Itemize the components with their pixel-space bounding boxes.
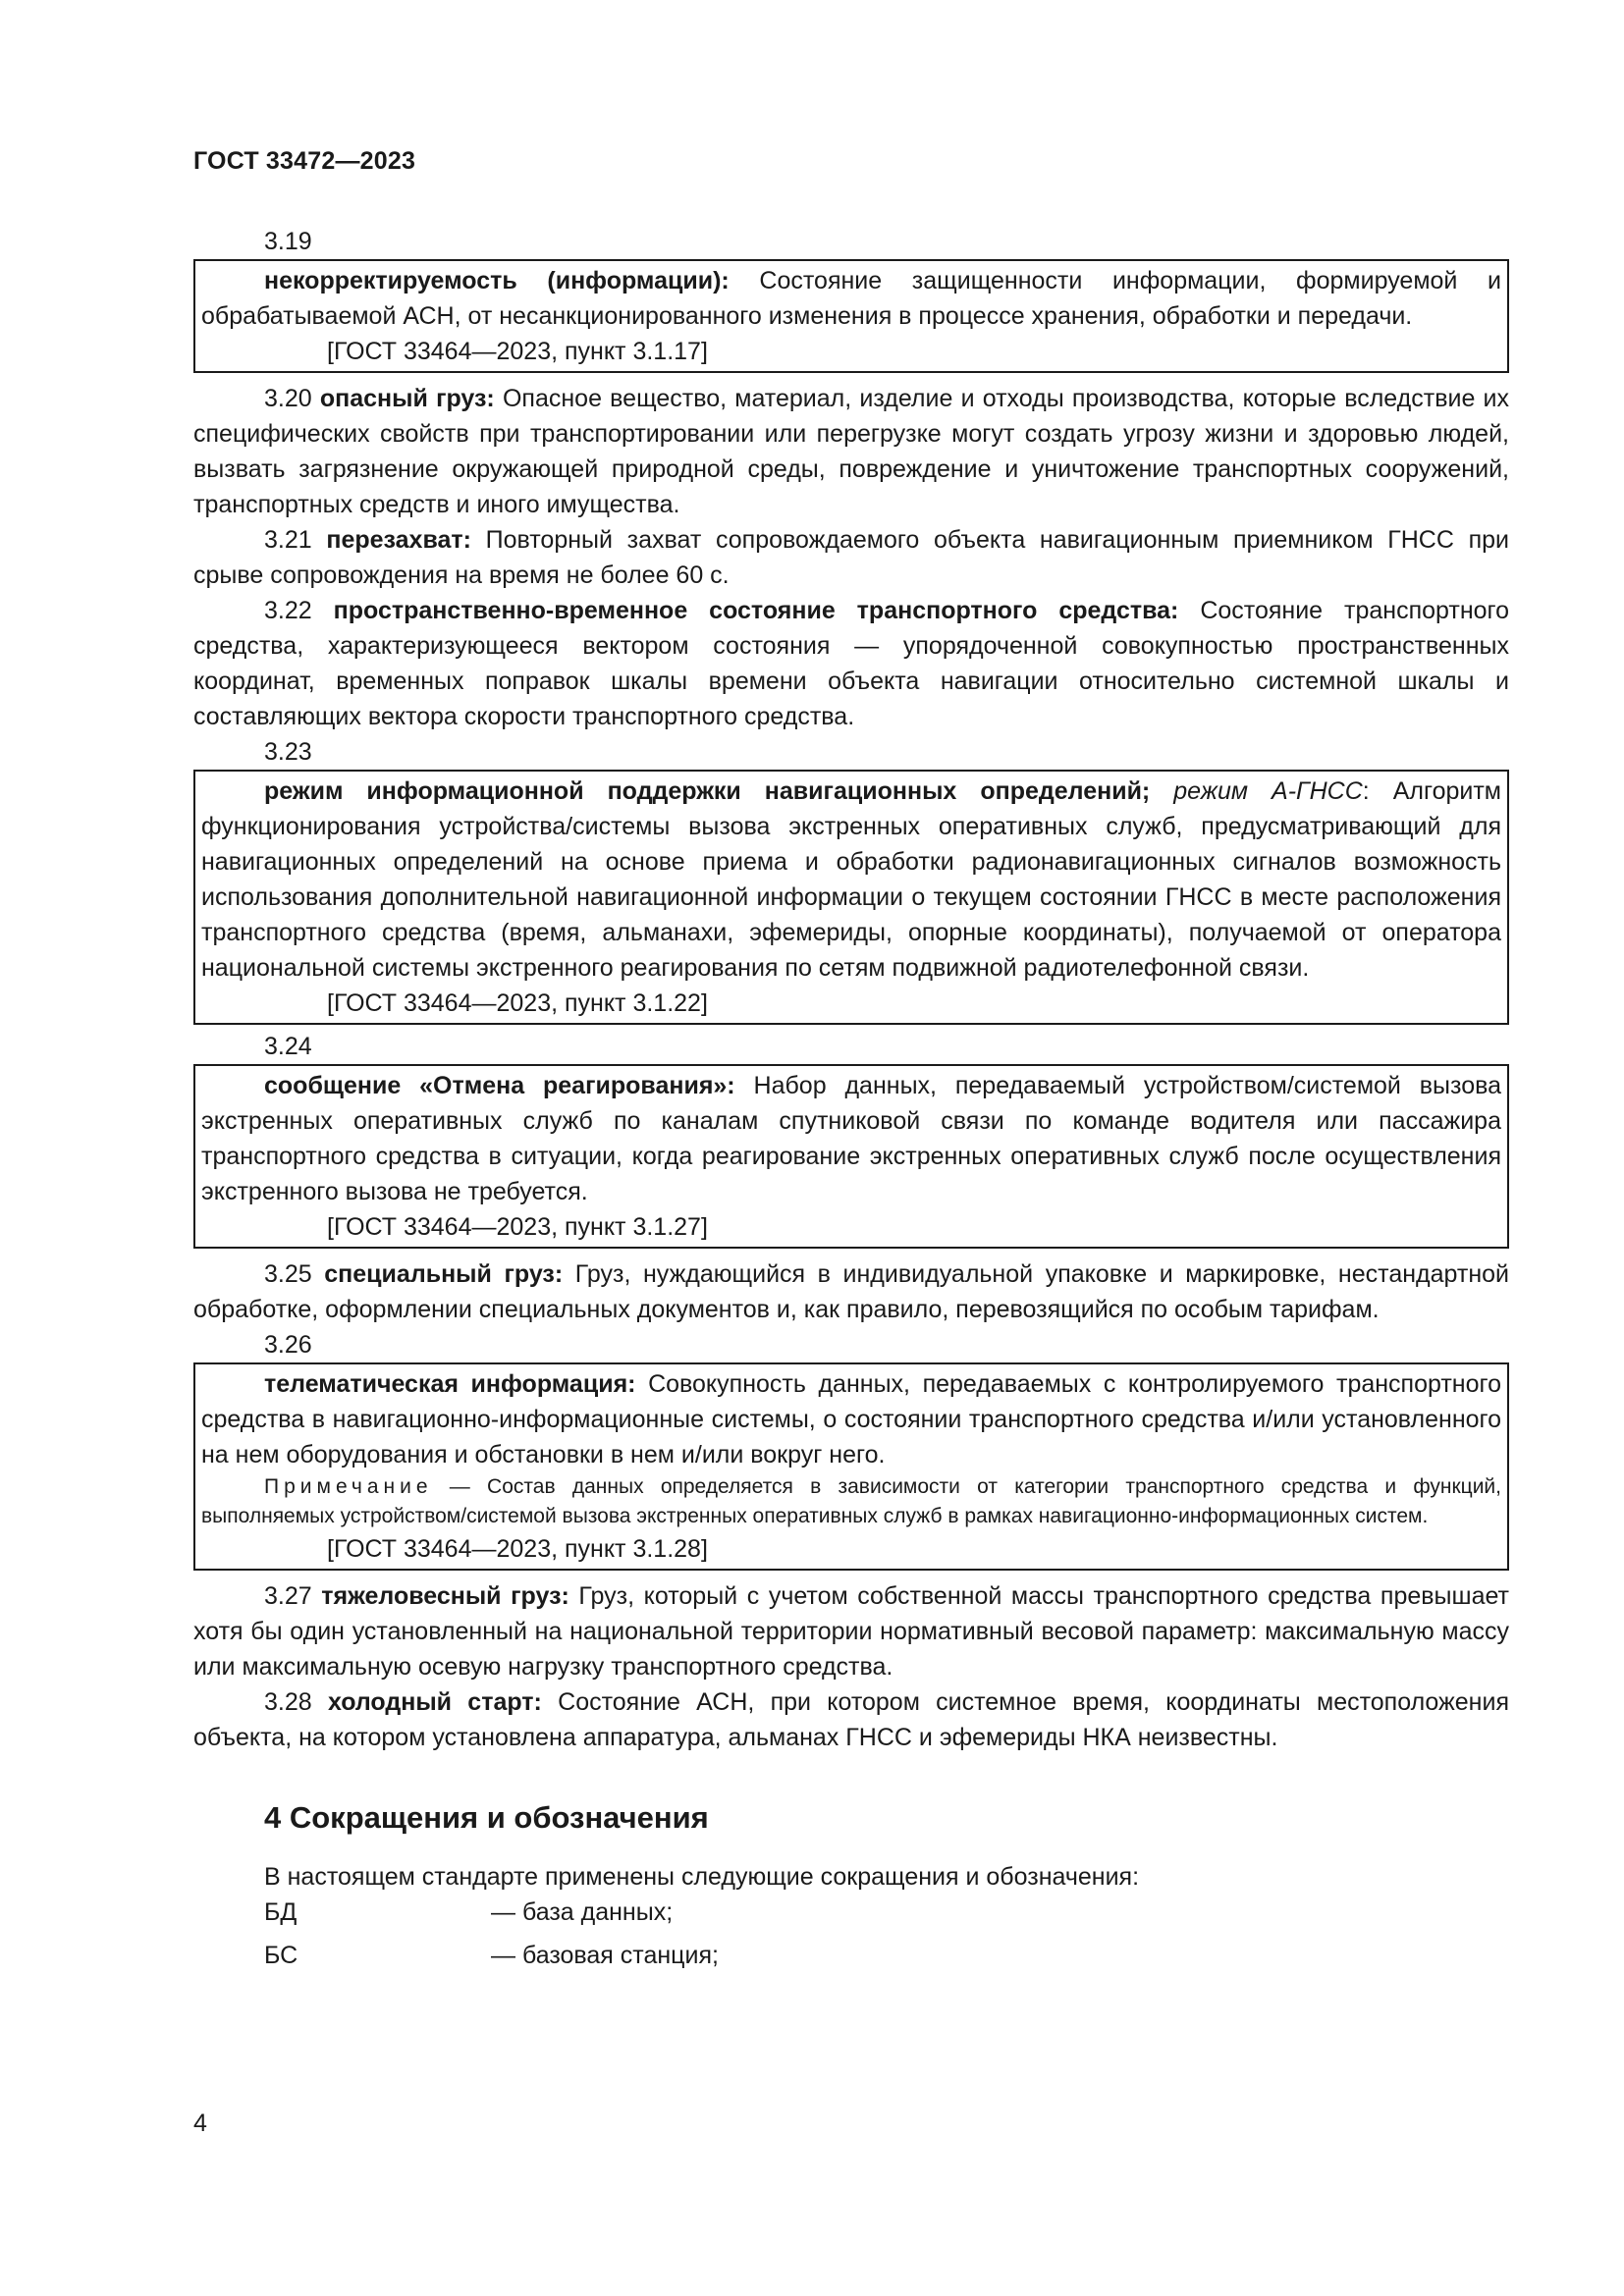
term-number: 3.27	[264, 1582, 312, 1610]
source-reference: [ГОСТ 33464—2023, пункт 3.1.17]	[327, 338, 708, 365]
term-paragraph	[193, 1256, 1509, 1327]
abbreviation-term: БС	[264, 1942, 298, 1969]
term-name: телематическая информация:	[264, 1370, 636, 1398]
abbreviation-row	[193, 1938, 1509, 1973]
source-reference: [ГОСТ 33464—2023, пункт 3.1.22]	[327, 989, 708, 1017]
definition-box	[193, 1362, 1509, 1571]
term-paragraph	[193, 1578, 1509, 1684]
term-text: Груз, который с учетом собственной массы транспортного средства превышает хотя бы один установленный на национальной территории нормативный весовой параметр: максимальную массу или максимальную осевую нагрузку транспортного средства.	[193, 1582, 1509, 1681]
abbreviation-term: БД	[264, 1898, 298, 1926]
term-name: сообщение «Отмена реагирования»:	[264, 1072, 735, 1099]
term-definition	[201, 1068, 1501, 1209]
definition-box	[193, 770, 1509, 1025]
term-definition	[201, 1366, 1501, 1472]
section-title: 4 Сокращения и обозначения	[264, 1800, 709, 1835]
term-paragraph	[193, 381, 1509, 522]
definition-box	[193, 1064, 1509, 1249]
term-name: пространственно-временное состояние транспортного средства:	[333, 597, 1179, 624]
term-number: 3.20	[264, 385, 312, 412]
term-text: Набор данных, передаваемый устройством/системой вызова экстренных оперативных служб по каналам спутниковой связи по команде водителя или пассажира транспортного средства в ситуации, когда реагирование экстренных оперативных служб после осуществления экстренного вызова не требуется.	[201, 1072, 1501, 1205]
note-text: — Состав данных определяется в зависимости от категории транспортного средства и функций, выполняемых устройством/системой вызова экстренных оперативных служб в рамках навигационно-информационных систем.	[201, 1475, 1501, 1527]
term-definition	[201, 774, 1501, 986]
term-text: Состояние транспортного средства, характеризующееся вектором состояния — упорядоченной совокупностью пространственных координат, временных поправок шкалы времени объекта навигации относительно системной шкалы и составляющих вектора скорости транспортного средства.	[193, 597, 1509, 730]
term-definition	[201, 263, 1501, 334]
term-text: Груз, нуждающийся в индивидуальной упаковке и маркировке, нестандартной обработке, оформлении специальных документов и, как правило, перевозящийся по особым тарифам.	[193, 1260, 1509, 1323]
term-paragraph	[193, 593, 1509, 734]
term-number: 3.25	[264, 1260, 312, 1288]
page-number: 4	[193, 2109, 207, 2137]
source-reference: [ГОСТ 33464—2023, пункт 3.1.28]	[327, 1535, 708, 1563]
section-intro: В настоящем стандарте применены следующие сокращения и обозначения:	[264, 1863, 1140, 1891]
term-name: перезахват:	[326, 526, 471, 554]
definition-box	[193, 259, 1509, 373]
term-number: 3.19	[264, 228, 312, 255]
source-reference: [ГОСТ 33464—2023, пункт 3.1.27]	[327, 1213, 708, 1241]
document-body	[193, 224, 1509, 1981]
term-paragraph	[193, 1684, 1509, 1755]
term-text: Состояние защищенности информации, формируемой и обрабатываемой АСН, от несанкционированного изменения в процессе хранения, обработки и передачи.	[201, 267, 1501, 330]
term-name: специальный груз:	[324, 1260, 564, 1288]
abbreviation-definition: — базовая станция;	[491, 1942, 719, 1969]
term-name: режим информационной поддержки навигационных определений;	[264, 777, 1151, 805]
note	[201, 1472, 1501, 1531]
term-paragraph	[193, 522, 1509, 593]
term-name: холодный старт:	[327, 1688, 542, 1716]
term-name: опасный груз:	[319, 385, 495, 412]
term-text: : Алгоритм функционирования устройства/системы вызова экстренных оперативных служб, предусматривающий для навигационных определений на основе приема и обработки радионавигационных сигналов возможность использования дополнительной навигационной информации о текущем состоянии ГНСС в месте расположения транспортного средства (время, альманахи, эфемериды, опорные координаты), получаемой от оператора национальной системы экстренного реагирования по сетям подвижной радиотелефонной связи.	[201, 777, 1501, 982]
term-name: некорректируемость (информации):	[264, 267, 730, 294]
abbreviation-definition: — база данных;	[491, 1898, 674, 1926]
term-number: 3.26	[264, 1331, 312, 1359]
term-text: Состояние АСН, при котором системное время, координаты местоположения объекта, на котором установлена аппаратура, альманах ГНСС и эфемериды НКА неизвестны.	[193, 1688, 1509, 1751]
abbreviation-row	[193, 1895, 1509, 1930]
term-name: тяжеловесный груз:	[321, 1582, 569, 1610]
term-number: 3.28	[264, 1688, 312, 1716]
document-header: ГОСТ 33472—2023	[193, 147, 416, 175]
term-text: Повторный захват сопровождаемого объекта навигационным приемником ГНСС при срыве сопровождения на время не более 60 с.	[193, 526, 1509, 589]
term-text: Опасное вещество, материал, изделие и отходы производства, которые вследствие их специфических свойств при транспортировании или перегрузке могут создать угрозу жизни и здоровью людей, вызвать загрязнение окружающей природной среды, повреждение и уничтожение транспортных сооружений, транспортных средств и иного имущества.	[193, 385, 1510, 518]
term-number: 3.23	[264, 738, 312, 766]
term-text: Совокупность данных, передаваемых с контролируемого транспортного средства в навигационно-информационные системы, о состоянии транспортного средства и/или установленного на нем оборудования и обстановки в нем и/или вокруг него.	[201, 1370, 1501, 1468]
term-synonym: режим А-ГНСС	[1173, 777, 1363, 805]
term-number: 3.22	[264, 597, 312, 624]
term-number: 3.24	[264, 1033, 312, 1060]
term-number: 3.21	[264, 526, 312, 554]
note-label: Примечание	[264, 1475, 433, 1498]
